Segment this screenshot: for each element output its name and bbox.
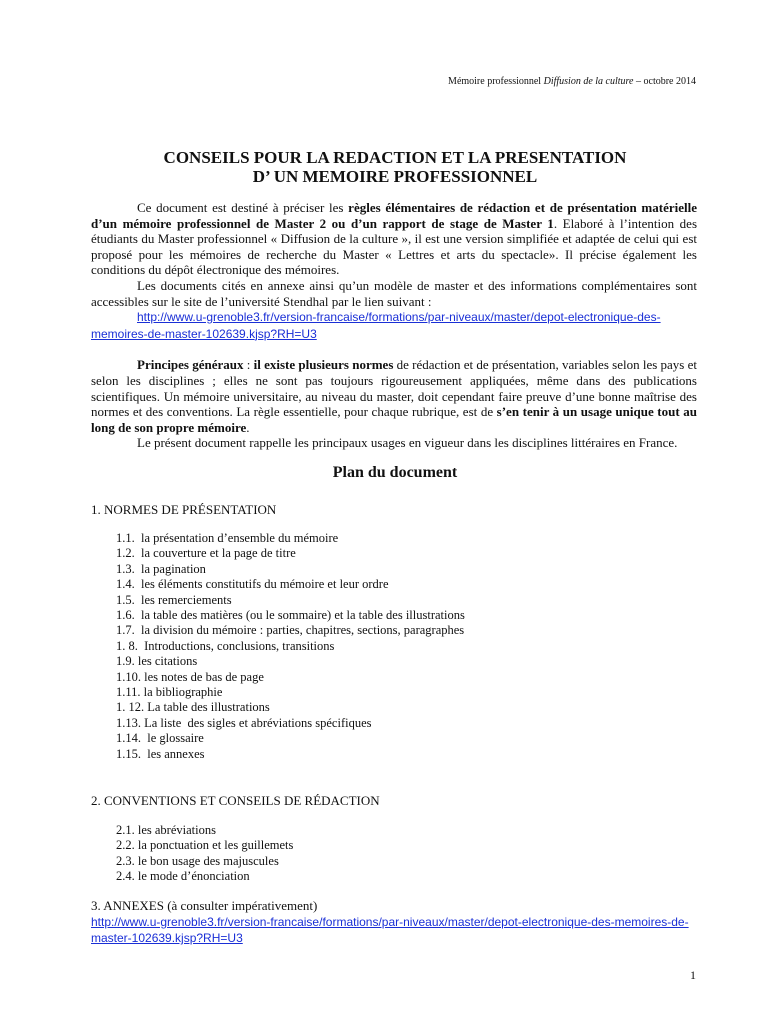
toc-item: 1.6. la table des matières (ou le sommaire) et la table des illustrations — [116, 608, 465, 623]
principles-colon: : — [243, 357, 254, 373]
plan-title: Plan du document — [332, 464, 458, 481]
section-1-list — [116, 531, 465, 762]
header-italic: Diffusion de la culture — [543, 76, 634, 87]
title-line-1: CONSEILS POUR LA REDACTION ET LA PRESENTATION — [163, 148, 627, 167]
intro-link-block — [91, 309, 697, 342]
toc-item: 1.7. la division du mémoire : parties, chapitres, sections, paragraphes — [116, 623, 465, 638]
principles-rule: s’en tenir à un usage unique tout au long de son propre mémoire — [91, 404, 697, 435]
toc-item: 1.5. les remerciements — [116, 592, 232, 607]
toc-item: 2.2. la ponctuation et les guillemets — [116, 838, 294, 853]
toc-item: 1.10. les notes de bas de page — [116, 669, 264, 684]
toc-item: 1.11. la bibliographie — [116, 685, 223, 700]
principles-period: . — [246, 419, 250, 435]
header-suffix: – octobre 2014 — [633, 76, 696, 87]
toc-item: 2.1. les abréviations — [116, 823, 216, 837]
toc-item: 1. 12. La table des illustrations — [116, 700, 270, 715]
document-title — [0, 148, 768, 186]
page-number: 1 — [690, 968, 696, 982]
running-header — [448, 76, 696, 87]
intro-paragraph-2: Les documents cités en annexe ainsi qu’un modèle de master et des informations complémentaires sont accessibles sur le site de l’université Stendhal par le lien suivant : — [91, 277, 697, 309]
intro-paragraph-3 — [91, 357, 697, 435]
toc-item: 2.4. le mode d’énonciation — [116, 869, 250, 884]
section-1-heading: 1. NORMES DE PRÉSENTATION — [91, 502, 277, 517]
annex-link[interactable]: http://www.u-grenoble3.fr/version-francaise/formations/par-niveaux/master/depot-electronique-des-memoires-de-master-102639.kjsp?RH=U3 — [91, 914, 689, 946]
intro-p1-text: Ce document est destiné à préciser les — [137, 200, 349, 215]
toc-item: 1.3. la pagination — [116, 561, 206, 576]
section-3-heading: 3. ANNEXES (à consulter impérativement) — [91, 898, 318, 913]
toc-item: 1.14. le glossaire — [116, 731, 204, 746]
intro-paragraph-1 — [91, 200, 697, 278]
section-3 — [91, 898, 691, 947]
toc-item: 1.1. la présentation d’ensemble du mémoire — [116, 531, 339, 545]
section-2-list — [116, 823, 293, 885]
intro-body — [91, 200, 697, 451]
intro-p1-text-end: . Elaboré à l’intention des étudiants du Master professionnel « Diffusion de la culture », il est une version simplifiée et adaptée de celui qui est proposé pour les mémoires de recherche du Master « Lettres et arts du spectacle». Il précise également les conditions du dépôt électronique des mémoires. — [91, 215, 697, 278]
header-prefix: Mémoire professionnel — [448, 76, 544, 87]
toc-item: 1.4. les éléments constitutifs du mémoire et leur ordre — [116, 577, 389, 592]
principles-label: Principes généraux — [137, 357, 244, 373]
principles-text: de rédaction et de présentation, variables selon les pays et selon les disciplines ; elles ne sont pas toujours rigoureusement appliquées, même dans des publications scientifiques. Un mémoire universitaire, au niveau du master, doit cependant faire preuve d’une bonne maîtrise des normes et des conventions. La règle essentielle, pour chaque rubrique, est de — [91, 357, 697, 420]
toc-item: 1.9. les citations — [116, 654, 198, 669]
toc-item: 1.15. les annexes — [116, 746, 205, 761]
title-line-2: D’ UN MEMOIRE PROFESSIONNEL — [252, 167, 538, 186]
intro-p1-bold: règles élémentaires de rédaction et de présentation matérielle d’un mémoire professionnel de Master 2 ou d’un rapport de stage de Master 1 — [91, 200, 697, 231]
section-2-heading: 2. CONVENTIONS ET CONSEILS DE RÉDACTION — [91, 793, 380, 808]
toc-item: 1.2. la couverture et la page de titre — [116, 546, 296, 561]
toc-item: 1.13. La liste des sigles et abréviations spécifiques — [116, 715, 372, 730]
toc-item: 2.3. le bon usage des majuscules — [116, 853, 279, 868]
intro-link[interactable]: http://www.u-grenoble3.fr/version-francaise/formations/par-niveaux/master/depot-electronique-des-memoires-de-master-102639.kjsp?RH=U3 — [91, 310, 661, 341]
principles-bold: il existe plusieurs normes — [253, 357, 394, 373]
intro-paragraph-4: Le présent document rappelle les principaux usages en vigueur dans les disciplines littéraires en France. — [137, 435, 678, 451]
toc-item: 1. 8. Introductions, conclusions, transitions — [116, 638, 335, 653]
